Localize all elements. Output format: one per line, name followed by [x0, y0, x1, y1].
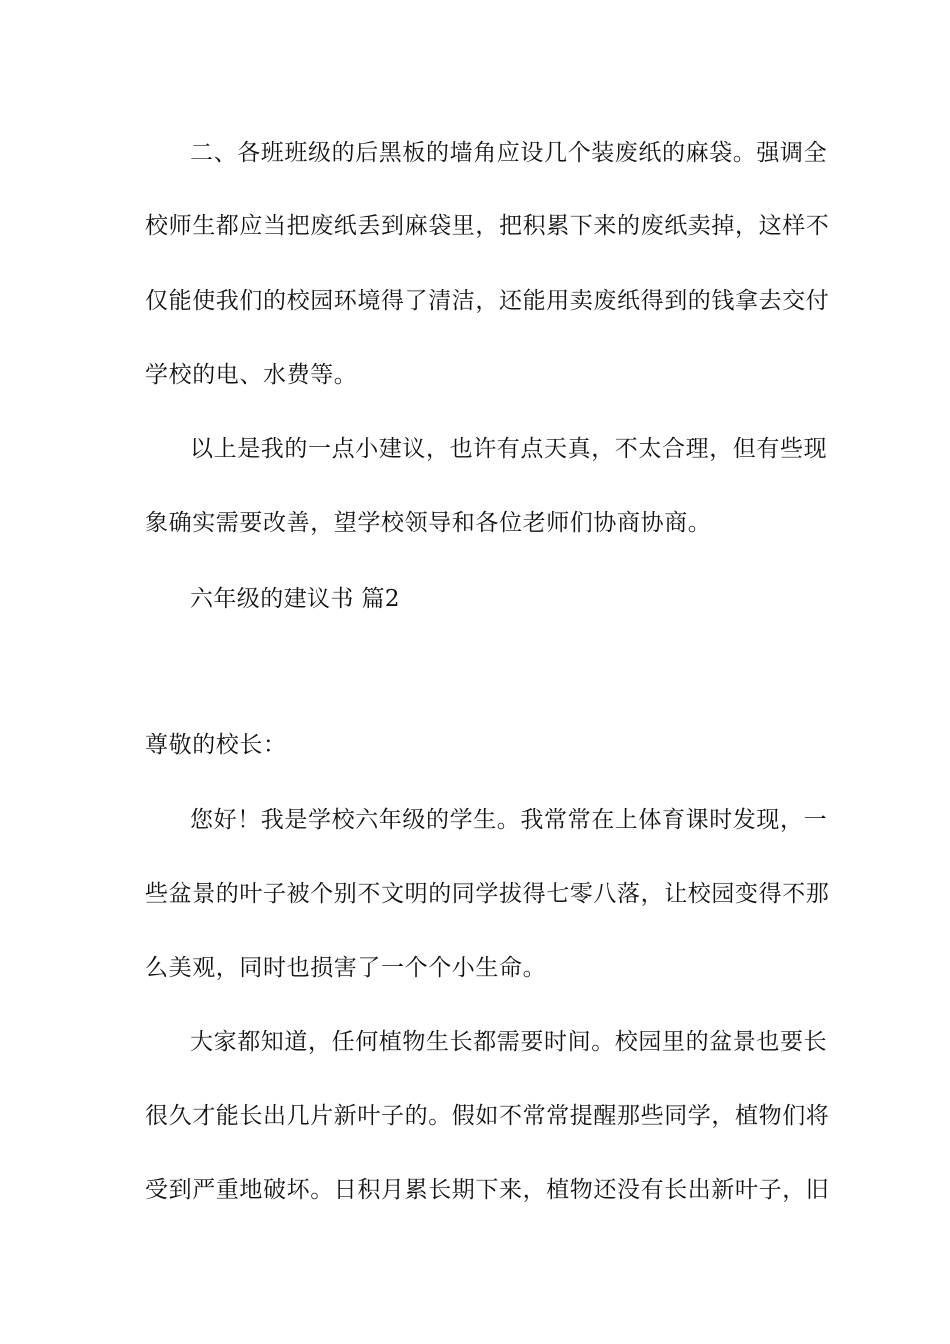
paragraph-line: 学校的电、水费等。: [145, 362, 358, 388]
paragraph-line: 仅能使我们的校园环境得了清洁，还能用卖废纸得到的钱拿去交付: [145, 288, 830, 314]
salutation: 尊敬的校长：: [145, 732, 287, 758]
paragraph-line: 象确实需要改善，望学校领导和各位老师们协商协商。: [145, 510, 712, 536]
paragraph-line: 大家都知道，任何植物生长都需要时间。校园里的盆景也要长: [190, 1029, 828, 1055]
paragraph-line: 以上是我的一点小建议，也许有点天真，不太合理，但有些现: [190, 436, 828, 462]
paragraph-line: 很久才能长出几片新叶子的。假如不常常提醒那些同学，植物们将: [145, 1103, 830, 1129]
paragraph-line: 校师生都应当把废纸丢到麻袋里，把积累下来的废纸卖掉，这样不: [145, 213, 830, 239]
paragraph-line: 您好！我是学校六年级的学生。我常常在上体育课时发现，一: [190, 807, 828, 833]
paragraph-line: 二、各班班级的后黑板的墙角应设几个装废纸的麻袋。强调全: [190, 140, 828, 166]
paragraph-line: 受到严重地破坏。日积月累长期下来，植物还没有长出新叶子，旧: [145, 1177, 830, 1203]
paragraph-line: 么美观，同时也损害了一个个小生命。: [145, 955, 547, 981]
paragraph-line: 些盆景的叶子被个别不文明的同学拔得七零八落，让校园变得不那: [145, 881, 830, 907]
section-heading: 六年级的建议书 篇2: [190, 586, 400, 612]
